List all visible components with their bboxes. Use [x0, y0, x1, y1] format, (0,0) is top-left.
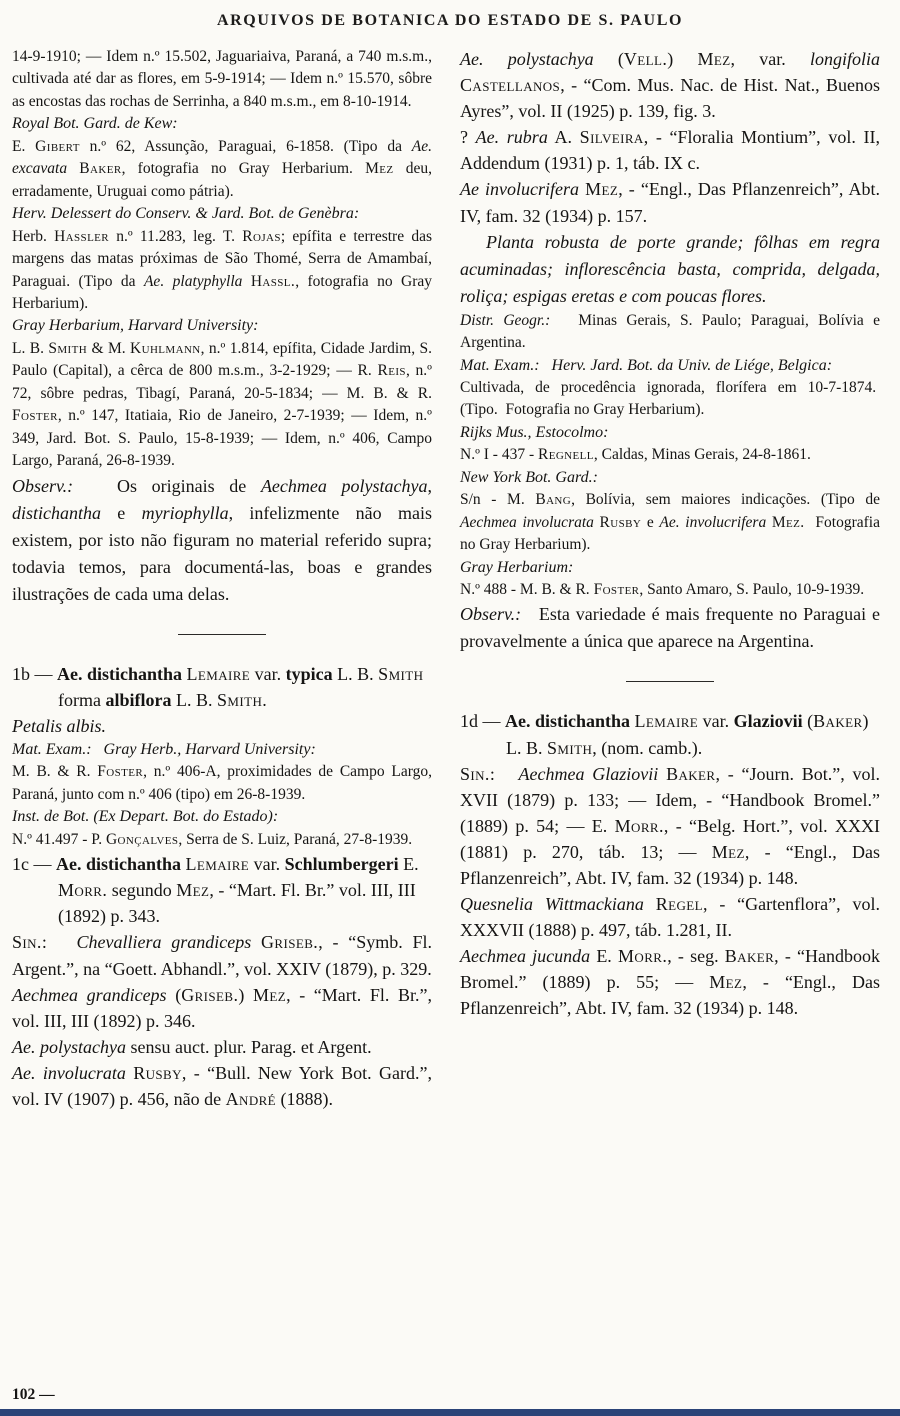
synonym-citation: Ae. involucrata Rusby, - “Bull. New York Bot. Gard.”, vol. IV (1907) p. 456, não de André (1888).	[12, 1062, 432, 1109]
specimen-record: N.º 41.497 - P. Gonçalves, Serra de S. Luiz, Paraná, 27-8-1939.	[12, 830, 413, 848]
synonym-citation: Sin.: Chevalliera grandiceps Griseb., - “Symb. Fl. Argent.”, na “Goett. Abhandl.”, vol. XXIV (1879), p. 329.	[12, 932, 432, 979]
synonym-citation: Quesnelia Wittmackiana Regel, - “Gartenflora”, vol. XXXVII (1888) p. 497, táb. 1.281, II.	[460, 894, 880, 941]
specimen-record: M. B. & R. Foster, n.º 406-A, proximidades de Campo Largo, Paraná, junto com n.º 406 (tipo) em 26-8-1939.	[12, 763, 433, 803]
specimen-record: N.º 488 - M. B. & R. Foster, Santo Amaro, S. Paulo, 10-9-1939.	[460, 580, 865, 598]
specimen-record: Cultivada, de procedência ignorada, florífera em 10-7-1874. (Tipo. Fotografia no Gray Herbarium).	[460, 378, 880, 419]
two-column-layout	[0, 46, 900, 1112]
herbarium-source-heading: Rijks Mus., Estocolmo:	[460, 423, 609, 441]
section-divider	[178, 634, 266, 635]
synonym-citation: Ae involucrifera Mez, - “Engl., Das Pflanzenreich”, Abt. IV, fam. 32 (1934) p. 157.	[460, 179, 881, 226]
specimen-record: Herb. Hassler n.º 11.283, leg. T. Rojas; epífita e terrestre das margens das matas próximas de São Thomé, Serra de Amambaí, Paraguai. (Tipo da Ae. platyphylla Hassl., fotografia no Gray Herbarium).	[12, 227, 433, 312]
herbarium-source-heading: Royal Bot. Gard. de Kew:	[12, 115, 178, 133]
observation-paragraph: Observ.: Os originais de Aechmea polystachya, distichantha e myriophylla, infelizmente não mais existem, por isto não figuram no material referido supra; todavia temos, para documentá-las, boas e grandes ilustrações de cada uma delas.	[12, 475, 433, 604]
herbarium-source-heading: Mat. Exam.: Gray Herb., Harvard University:	[12, 740, 316, 758]
specimen-record: E. Gibert n.º 62, Assunção, Paraguai, 6-1858. (Tipo da Ae. excavata Baker, fotografia no Gray Herbarium. Mez deu, erradamente, Uruguai como pátria).	[12, 137, 433, 200]
description-paragraph: Planta robusta de porte grande; fôlhas em regra acuminadas; inflorescência basta, comprida, delgada, roliça; espigas eretas e com poucas flores.	[460, 231, 880, 306]
specimen-record: L. B. Smith & M. Kuhlmann, n.º 1.814, epífita, Cidade Jardim, S. Paulo (Capital), a cêrca de 800 m.s.m., 3-2-1929; — R. Reis, n.º 72, sôbre pedras, Tibagí, Paraná, 20-5-1834; — M. B. & R. Foster, n.º 147, Itatiaia, Rio de Janeiro, 2-7-1939; — Idem, n.º 349, Jard. Bot. S. Paulo, 15-8-1939; — Idem, n.º 406, Campo Largo, Paraná, 26-8-1939.	[12, 339, 433, 470]
synonym-citation: Sin.: Aechmea Glaziovii Baker, - “Journ. Bot.”, vol. XVII (1879) p. 133; — Idem, - “Handbook Bromel.” (1889) p. 54; — E. Morr., - “Belg. Hort.”, vol. XXXI (1881) p. 270, táb. 13; — Mez, - “Engl., Das Pflanzenreich”, Abt. IV, fam. 32 (1934) p. 148.	[460, 763, 881, 888]
herbarium-source-heading: Gray Herbarium, Harvard University:	[12, 317, 259, 335]
herbarium-source-heading: Inst. de Bot. (Ex Depart. Bot. do Estado):	[12, 808, 279, 826]
herbarium-source-heading: Gray Herbarium:	[460, 558, 574, 576]
synonym-citation: Aechmea jucunda E. Morr., - seg. Baker, - “Handbook Bromel.” (1889) p. 55; — Mez, - “Engl., Das Pflanzenreich”, Abt. IV, fam. 32 (1934) p. 148.	[460, 946, 880, 1019]
synonym-citation: Ae. polystachya (Vell.) Mez, var. longifolia Castellanos, - “Com. Mus. Nac. de Hist. Nat., Buenos Ayres”, vol. II (1925) p. 139, fig. 3.	[460, 49, 880, 122]
specimen-record: S/n - M. Bang, Bolívia, sem maiores indicações. (Tipo de Aechmea involucrata Rusby e Ae. involucrifera Mez. Fotografia no Gray Herbarium).	[460, 491, 880, 554]
species-entry-heading: 1d — Ae. distichantha Lemaire var. Glaziovii (Baker) L. B. Smith, (nom. camb.).	[460, 711, 869, 758]
bottom-scan-bar	[0, 1409, 900, 1416]
synonym-citation: Ae. polystachya sensu auct. plur. Parag. et Argent.	[12, 1036, 372, 1057]
page-number: 102 —	[12, 1386, 55, 1403]
observation-paragraph: Observ.: Esta variedade é mais frequente no Paraguai e provavelmente a única que aparece na Argentina.	[460, 604, 880, 652]
distribution-paragraph: Distr. Geogr.: Minas Gerais, S. Paulo; Paraguai, Bolívia e Argentina.	[460, 311, 880, 352]
herbarium-source-heading: Herv. Delessert do Conserv. & Jard. Bot. de Genèbra:	[12, 205, 360, 223]
synonym-citation: Aechmea grandiceps (Griseb.) Mez, - “Mart. Fl. Br.”, vol. III, III (1892) p. 346.	[12, 984, 433, 1031]
synonym-citation: ? Ae. rubra A. Silveira, - “Floralia Montium”, vol. II, Addendum (1931) p. 1, táb. IX c.	[460, 127, 880, 174]
specimen-record: N.º I - 437 - Regnell, Caldas, Minas Gerais, 24-8-1861.	[460, 446, 811, 464]
section-divider	[626, 681, 714, 682]
herbarium-source-heading: New York Bot. Gard.:	[460, 468, 598, 486]
right-column	[460, 46, 880, 1112]
herbarium-source-heading: Mat. Exam.: Herv. Jard. Bot. da Univ. de Liége, Belgica:	[460, 356, 833, 374]
journal-title: ARQUIVOS DE BOTANICA DO ESTADO DE S. PAULO	[216, 12, 684, 29]
species-entry-heading: 1c — Ae. distichantha Lemaire var. Schlumbergeri E. Morr. segundo Mez, - “Mart. Fl. Br.” vol. III, III (1892) p. 343.	[12, 854, 419, 927]
latin-diagnosis: Petalis albis.	[12, 715, 106, 736]
specimen-record: 14-9-1910; — Idem n.º 15.502, Jaguariaiva, Paraná, a 740 m.s.m., cultivada até dar as flores, em 5-9-1914; — Idem n.º 15.570, sôbre as encostas das rochas de Serrinha, a 840 m.s.m., em 8-10-1914.	[12, 48, 432, 110]
species-entry-heading: 1b — Ae. distichantha Lemaire var. typica L. B. Smith forma albiflora L. B. Smith.	[12, 663, 424, 710]
left-column	[12, 46, 432, 1112]
